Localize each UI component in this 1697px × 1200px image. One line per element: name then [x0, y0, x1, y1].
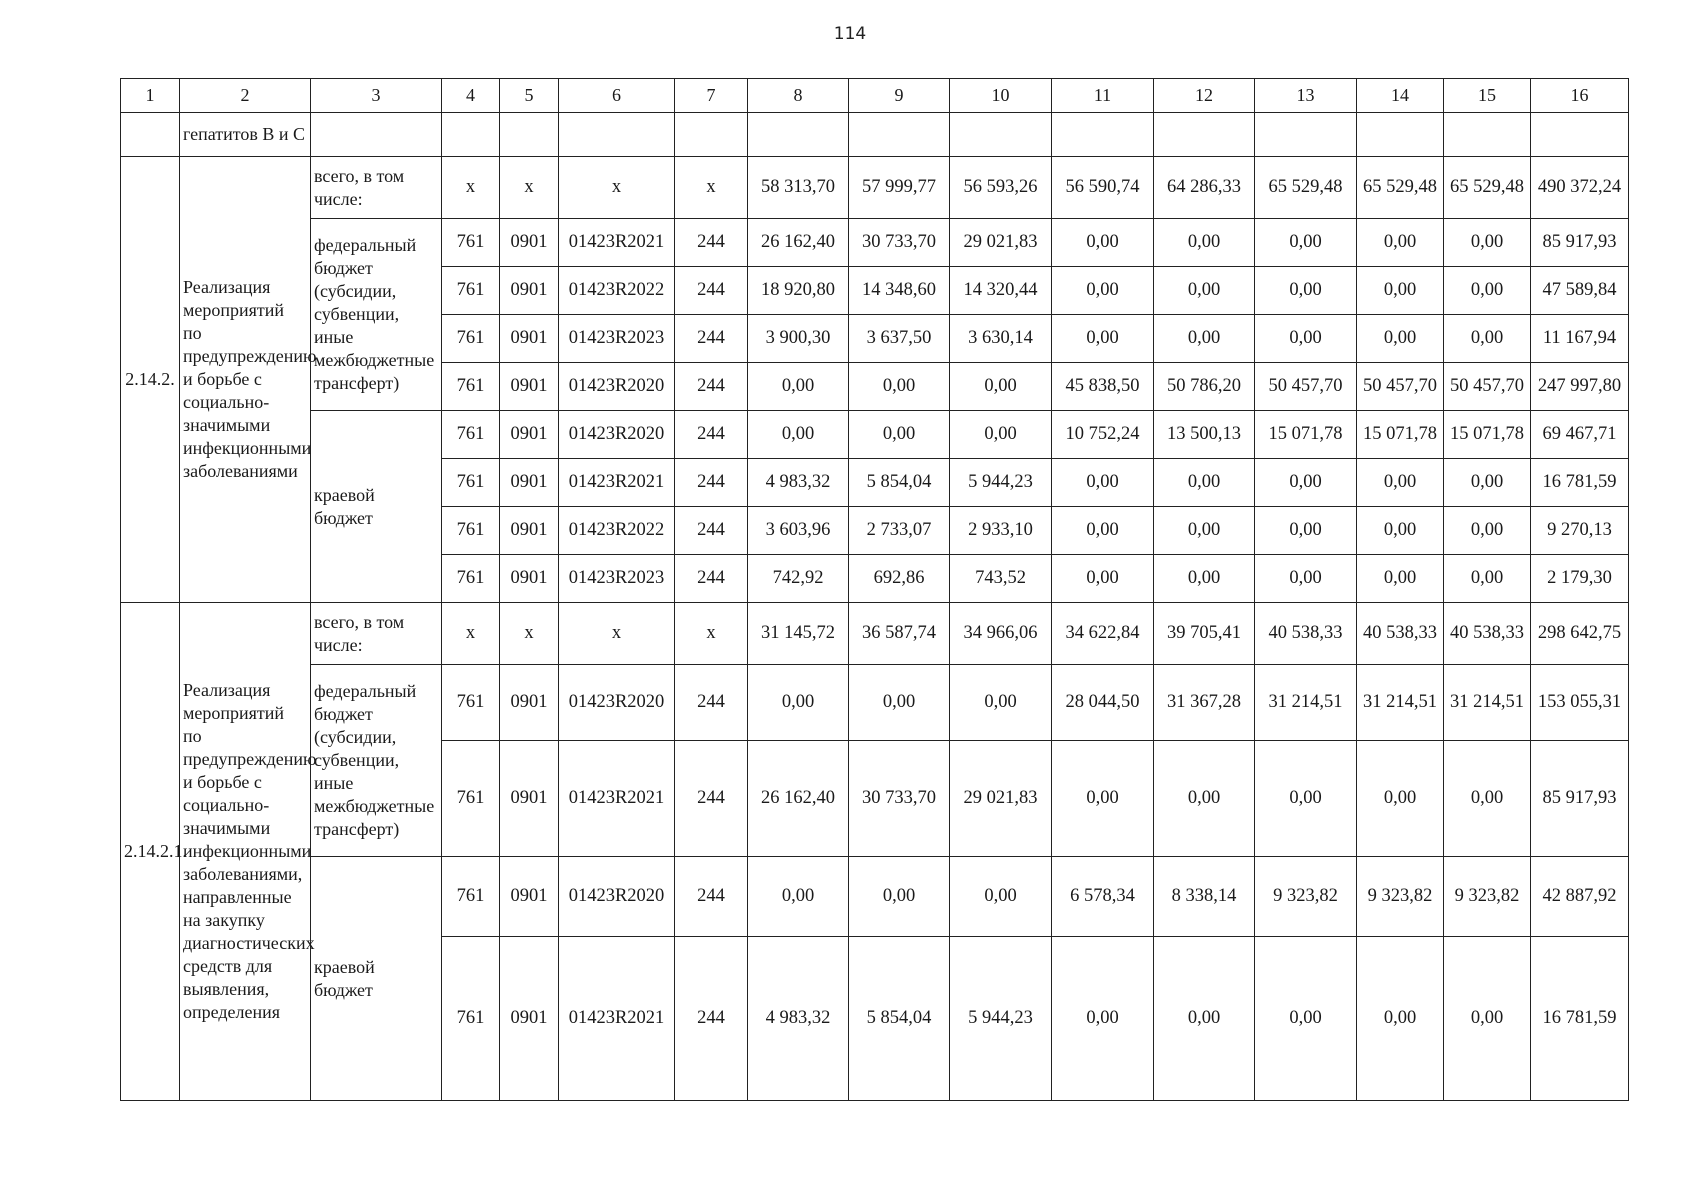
value-cell: 31 145,72 — [748, 603, 849, 665]
continuation-text: гепатитов В и С — [180, 113, 311, 157]
value-cell: 42 887,92 — [1531, 857, 1629, 937]
value-cell: 742,92 — [748, 555, 849, 603]
measure-title: Реализация мероприятий по предупреждению и борьбе с социально-значимыми инфекционными заболеваниями, направленные на закупку диагностических средств для выявления, определения — [180, 603, 311, 1101]
value-cell: 01423R2021 — [559, 219, 675, 267]
value-cell: 244 — [675, 857, 748, 937]
value-cell: 34 966,06 — [950, 603, 1052, 665]
value-cell: 244 — [675, 937, 748, 1101]
value-cell: 36 587,74 — [849, 603, 950, 665]
value-cell: 761 — [442, 857, 500, 937]
table-header — [121, 79, 1629, 113]
value-cell: 0,00 — [748, 363, 849, 411]
value-cell: 743,52 — [950, 555, 1052, 603]
value-cell: 29 021,83 — [950, 219, 1052, 267]
value-cell: 0,00 — [1255, 219, 1357, 267]
value-cell: 2 733,07 — [849, 507, 950, 555]
empty-cell — [1255, 113, 1357, 157]
value-cell: 490 372,24 — [1531, 157, 1629, 219]
value-cell: 16 781,59 — [1531, 937, 1629, 1101]
table-row — [121, 113, 1629, 157]
value-cell: 10 752,24 — [1052, 411, 1154, 459]
header-cell: 10 — [950, 79, 1052, 113]
value-cell: 8 338,14 — [1154, 857, 1255, 937]
value-cell: 761 — [442, 267, 500, 315]
value-cell: 0901 — [500, 507, 559, 555]
value-cell: 0901 — [500, 937, 559, 1101]
header-cell: 2 — [180, 79, 311, 113]
federal-budget-label: федеральный бюджет (субсидии, субвенции, иные межбюджетные трансферт) — [311, 219, 442, 411]
value-cell: 298 642,75 — [1531, 603, 1629, 665]
value-cell: x — [675, 157, 748, 219]
value-cell: 31 367,28 — [1154, 665, 1255, 741]
value-cell: 0,00 — [1255, 555, 1357, 603]
value-cell: 65 529,48 — [1357, 157, 1444, 219]
value-cell: 0,00 — [748, 857, 849, 937]
value-cell: 761 — [442, 411, 500, 459]
value-cell: 0,00 — [1357, 937, 1444, 1101]
item-number: 2.14.2.1. — [121, 603, 180, 1101]
value-cell: 15 071,78 — [1255, 411, 1357, 459]
value-cell: 761 — [442, 741, 500, 857]
value-cell: 0,00 — [1052, 507, 1154, 555]
value-cell: 0,00 — [849, 665, 950, 741]
value-cell: 244 — [675, 267, 748, 315]
value-cell: 0901 — [500, 363, 559, 411]
empty-cell — [311, 113, 442, 157]
value-cell: 15 071,78 — [1357, 411, 1444, 459]
value-cell: 85 917,93 — [1531, 741, 1629, 857]
header-cell: 7 — [675, 79, 748, 113]
header-cell: 11 — [1052, 79, 1154, 113]
value-cell: 31 214,51 — [1357, 665, 1444, 741]
value-cell: 761 — [442, 665, 500, 741]
total-label: всего, в том числе: — [311, 603, 442, 665]
value-cell: 244 — [675, 411, 748, 459]
value-cell: 40 538,33 — [1357, 603, 1444, 665]
header-cell: 14 — [1357, 79, 1444, 113]
value-cell: 50 457,70 — [1255, 363, 1357, 411]
table-row — [121, 219, 1629, 267]
value-cell: 01423R2023 — [559, 315, 675, 363]
value-cell: 0901 — [500, 665, 559, 741]
value-cell: 15 071,78 — [1444, 411, 1531, 459]
value-cell: 65 529,48 — [1255, 157, 1357, 219]
value-cell: 244 — [675, 741, 748, 857]
regional-budget-label: краевой бюджет — [311, 411, 442, 603]
value-cell: 0,00 — [1255, 507, 1357, 555]
value-cell: 13 500,13 — [1154, 411, 1255, 459]
value-cell: 247 997,80 — [1531, 363, 1629, 411]
budget-table — [120, 78, 1629, 1101]
value-cell: 0,00 — [1154, 937, 1255, 1101]
value-cell: 0,00 — [849, 857, 950, 937]
empty-cell — [748, 113, 849, 157]
value-cell: 85 917,93 — [1531, 219, 1629, 267]
value-cell: 9 270,13 — [1531, 507, 1629, 555]
value-cell: x — [500, 603, 559, 665]
value-cell: 0,00 — [1357, 507, 1444, 555]
value-cell: 0,00 — [1444, 267, 1531, 315]
item-number-cell — [121, 113, 180, 157]
value-cell: 47 589,84 — [1531, 267, 1629, 315]
value-cell: x — [442, 603, 500, 665]
value-cell: 761 — [442, 363, 500, 411]
header-cell: 12 — [1154, 79, 1255, 113]
header-cell: 15 — [1444, 79, 1531, 113]
value-cell: 0901 — [500, 741, 559, 857]
empty-cell — [1444, 113, 1531, 157]
value-cell: 69 467,71 — [1531, 411, 1629, 459]
value-cell: 0,00 — [950, 363, 1052, 411]
value-cell: x — [675, 603, 748, 665]
value-cell: 5 854,04 — [849, 459, 950, 507]
value-cell: 153 055,31 — [1531, 665, 1629, 741]
value-cell: 0,00 — [1052, 267, 1154, 315]
value-cell: 0,00 — [1255, 937, 1357, 1101]
value-cell: 0,00 — [1444, 219, 1531, 267]
value-cell: 18 920,80 — [748, 267, 849, 315]
value-cell: 0,00 — [1255, 315, 1357, 363]
value-cell: 0901 — [500, 555, 559, 603]
value-cell: 26 162,40 — [748, 741, 849, 857]
value-cell: 4 983,32 — [748, 459, 849, 507]
value-cell: 244 — [675, 363, 748, 411]
table-row — [121, 857, 1629, 937]
value-cell: 761 — [442, 459, 500, 507]
value-cell: 45 838,50 — [1052, 363, 1154, 411]
empty-cell — [675, 113, 748, 157]
header-row — [121, 79, 1629, 113]
value-cell: 14 348,60 — [849, 267, 950, 315]
total-label: всего, в том числе: — [311, 157, 442, 219]
value-cell: 14 320,44 — [950, 267, 1052, 315]
value-cell: 0,00 — [1154, 741, 1255, 857]
value-cell: 0,00 — [1357, 741, 1444, 857]
empty-cell — [500, 113, 559, 157]
value-cell: 6 578,34 — [1052, 857, 1154, 937]
value-cell: 5 944,23 — [950, 937, 1052, 1101]
value-cell: 0901 — [500, 459, 559, 507]
value-cell: x — [500, 157, 559, 219]
value-cell: 2 933,10 — [950, 507, 1052, 555]
header-cell: 16 — [1531, 79, 1629, 113]
value-cell: 0901 — [500, 857, 559, 937]
value-cell: 01423R2020 — [559, 411, 675, 459]
value-cell: 0901 — [500, 219, 559, 267]
value-cell: 01423R2022 — [559, 507, 675, 555]
value-cell: 0,00 — [1154, 555, 1255, 603]
header-cell: 1 — [121, 79, 180, 113]
measure-title: Реализация мероприятий по предупреждению и борьбе с социально-значимыми инфекционными заболеваниями — [180, 157, 311, 603]
value-cell: 01423R2021 — [559, 937, 675, 1101]
value-cell: 761 — [442, 555, 500, 603]
value-cell: 31 214,51 — [1255, 665, 1357, 741]
value-cell: 0,00 — [1444, 555, 1531, 603]
regional-budget-label: краевой бюджет — [311, 857, 442, 1101]
value-cell: 244 — [675, 315, 748, 363]
value-cell: 0,00 — [950, 857, 1052, 937]
value-cell: 01423R2021 — [559, 741, 675, 857]
table-row — [121, 411, 1629, 459]
value-cell: 0,00 — [1444, 937, 1531, 1101]
value-cell: 0,00 — [1154, 219, 1255, 267]
table-row — [121, 157, 1629, 219]
value-cell: 0,00 — [950, 665, 1052, 741]
header-cell: 3 — [311, 79, 442, 113]
value-cell: 0,00 — [748, 665, 849, 741]
value-cell: 0,00 — [1052, 741, 1154, 857]
value-cell: 39 705,41 — [1154, 603, 1255, 665]
value-cell: 9 323,82 — [1444, 857, 1531, 937]
value-cell: 4 983,32 — [748, 937, 849, 1101]
value-cell: 64 286,33 — [1154, 157, 1255, 219]
value-cell: 16 781,59 — [1531, 459, 1629, 507]
page-number: 114 — [833, 24, 867, 44]
value-cell: 0901 — [500, 411, 559, 459]
value-cell: 01423R2020 — [559, 363, 675, 411]
value-cell: 31 214,51 — [1444, 665, 1531, 741]
value-cell: 26 162,40 — [748, 219, 849, 267]
value-cell: 0,00 — [1052, 219, 1154, 267]
header-cell: 6 — [559, 79, 675, 113]
value-cell: 0,00 — [1255, 267, 1357, 315]
value-cell: 3 630,14 — [950, 315, 1052, 363]
value-cell: 50 457,70 — [1444, 363, 1531, 411]
value-cell: 0,00 — [1154, 267, 1255, 315]
empty-cell — [1357, 113, 1444, 157]
empty-cell — [950, 113, 1052, 157]
value-cell: 40 538,33 — [1444, 603, 1531, 665]
value-cell: 56 590,74 — [1052, 157, 1154, 219]
value-cell: x — [442, 157, 500, 219]
value-cell: 11 167,94 — [1531, 315, 1629, 363]
value-cell: 28 044,50 — [1052, 665, 1154, 741]
value-cell: 761 — [442, 937, 500, 1101]
value-cell: 56 593,26 — [950, 157, 1052, 219]
value-cell: x — [559, 157, 675, 219]
value-cell: 3 900,30 — [748, 315, 849, 363]
value-cell: 01423R2022 — [559, 267, 675, 315]
value-cell: 0901 — [500, 267, 559, 315]
value-cell: 0,00 — [1444, 315, 1531, 363]
value-cell: 0,00 — [1255, 459, 1357, 507]
value-cell: x — [559, 603, 675, 665]
table-row — [121, 665, 1629, 741]
value-cell: 0,00 — [1444, 459, 1531, 507]
value-cell: 244 — [675, 219, 748, 267]
value-cell: 0,00 — [1052, 937, 1154, 1101]
value-cell: 692,86 — [849, 555, 950, 603]
header-cell: 9 — [849, 79, 950, 113]
value-cell: 244 — [675, 507, 748, 555]
table-body — [121, 113, 1629, 1101]
value-cell: 65 529,48 — [1444, 157, 1531, 219]
value-cell: 50 786,20 — [1154, 363, 1255, 411]
value-cell: 244 — [675, 555, 748, 603]
value-cell: 34 622,84 — [1052, 603, 1154, 665]
value-cell: 0,00 — [748, 411, 849, 459]
value-cell: 57 999,77 — [849, 157, 950, 219]
value-cell: 0,00 — [1154, 507, 1255, 555]
table-row — [121, 603, 1629, 665]
value-cell: 0,00 — [1357, 459, 1444, 507]
value-cell: 30 733,70 — [849, 741, 950, 857]
value-cell: 0,00 — [1357, 267, 1444, 315]
empty-cell — [1154, 113, 1255, 157]
value-cell: 0,00 — [950, 411, 1052, 459]
value-cell: 0,00 — [1444, 741, 1531, 857]
value-cell: 3 637,50 — [849, 315, 950, 363]
header-cell: 4 — [442, 79, 500, 113]
value-cell: 01423R2021 — [559, 459, 675, 507]
value-cell: 2 179,30 — [1531, 555, 1629, 603]
value-cell: 40 538,33 — [1255, 603, 1357, 665]
value-cell: 0,00 — [1357, 315, 1444, 363]
value-cell: 01423R2020 — [559, 857, 675, 937]
header-cell: 8 — [748, 79, 849, 113]
value-cell: 0,00 — [1255, 741, 1357, 857]
value-cell: 244 — [675, 665, 748, 741]
value-cell: 0,00 — [1052, 555, 1154, 603]
value-cell: 58 313,70 — [748, 157, 849, 219]
value-cell: 30 733,70 — [849, 219, 950, 267]
value-cell: 9 323,82 — [1255, 857, 1357, 937]
value-cell: 761 — [442, 315, 500, 363]
value-cell: 0,00 — [849, 363, 950, 411]
value-cell: 50 457,70 — [1357, 363, 1444, 411]
value-cell: 01423R2023 — [559, 555, 675, 603]
value-cell: 761 — [442, 507, 500, 555]
value-cell: 0901 — [500, 315, 559, 363]
value-cell: 244 — [675, 459, 748, 507]
value-cell: 0,00 — [1357, 555, 1444, 603]
value-cell: 761 — [442, 219, 500, 267]
value-cell: 0,00 — [849, 411, 950, 459]
value-cell: 0,00 — [1357, 219, 1444, 267]
empty-cell — [849, 113, 950, 157]
value-cell: 5 854,04 — [849, 937, 950, 1101]
value-cell: 0,00 — [1052, 459, 1154, 507]
value-cell: 29 021,83 — [950, 741, 1052, 857]
value-cell: 3 603,96 — [748, 507, 849, 555]
empty-cell — [1531, 113, 1629, 157]
empty-cell — [1052, 113, 1154, 157]
empty-cell — [442, 113, 500, 157]
value-cell: 5 944,23 — [950, 459, 1052, 507]
value-cell: 0,00 — [1052, 315, 1154, 363]
federal-budget-label: федеральный бюджет (субсидии, субвенции, иные межбюджетные трансферт) — [311, 665, 442, 857]
empty-cell — [559, 113, 675, 157]
value-cell: 01423R2020 — [559, 665, 675, 741]
item-number: 2.14.2. — [121, 157, 180, 603]
value-cell: 0,00 — [1154, 315, 1255, 363]
header-cell: 5 — [500, 79, 559, 113]
value-cell: 0,00 — [1154, 459, 1255, 507]
header-cell: 13 — [1255, 79, 1357, 113]
value-cell: 9 323,82 — [1357, 857, 1444, 937]
value-cell: 0,00 — [1444, 507, 1531, 555]
